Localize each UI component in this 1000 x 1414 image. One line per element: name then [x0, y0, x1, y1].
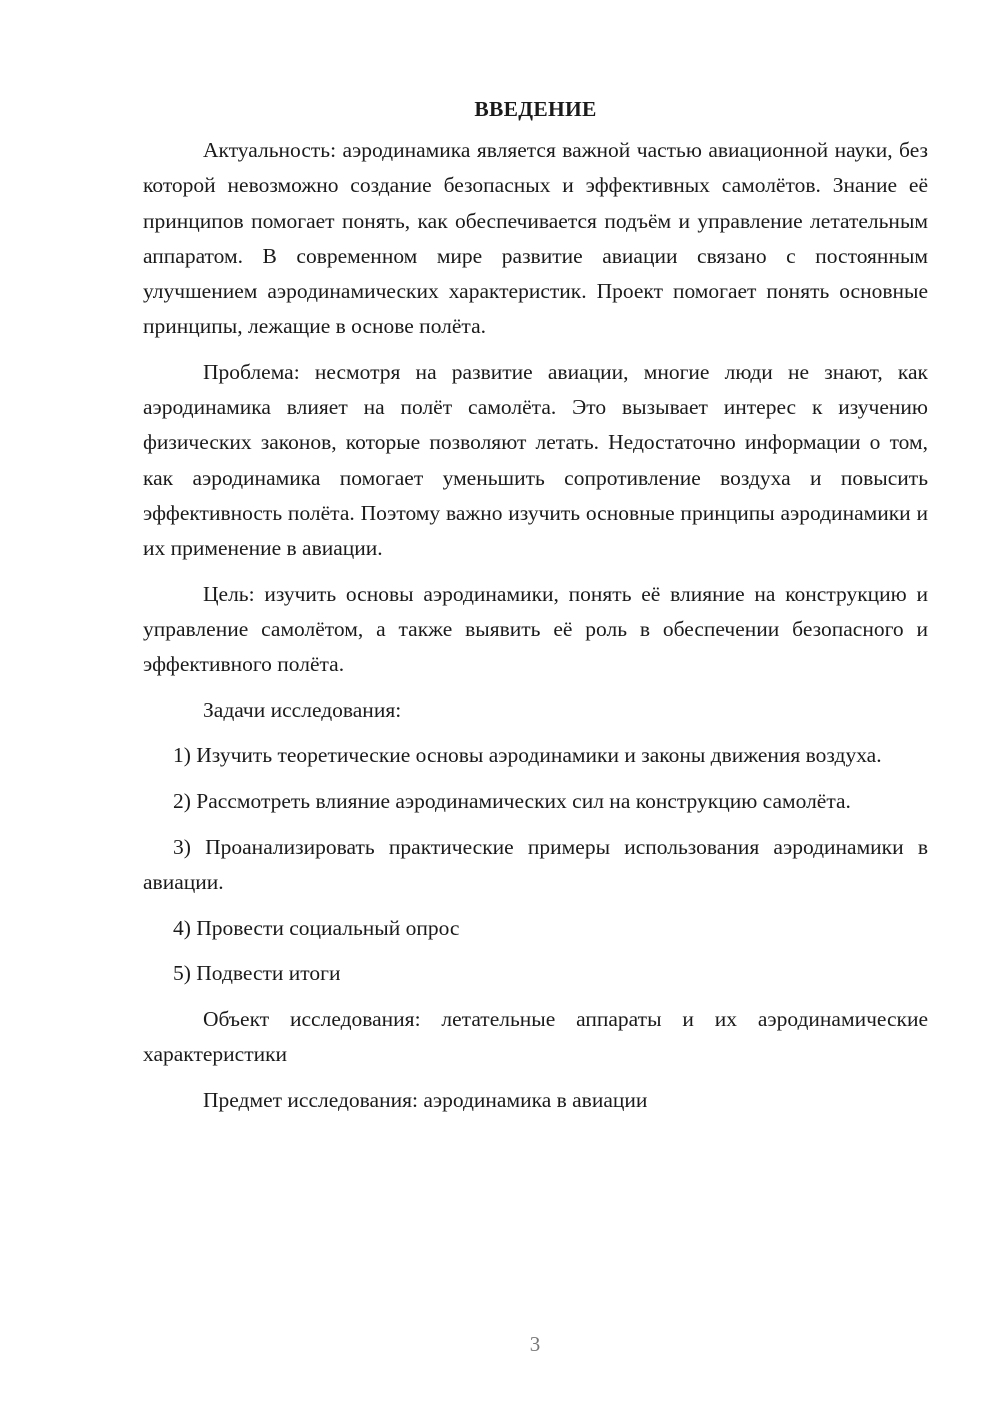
paragraph-goal: Цель: изучить основы аэродинамики, понять её влияние на конструкцию и управление самолётом, а также выявить её роль в обеспечении безопасного и эффективного полёта. [143, 581, 928, 677]
task-item-4: 4) Провести социальный опрос [173, 915, 460, 940]
research-subject: Предмет исследования: аэродинамика в авиации [203, 1088, 648, 1113]
task-item-5: 5) Подвести итоги [173, 961, 341, 986]
document-title: ВВЕДЕНИЕ [474, 97, 597, 121]
research-object: Объект исследования: летательные аппараты и их аэродинамические характеристики [143, 1007, 928, 1067]
task-item-2: 2) Рассмотреть влияние аэродинамических сил на конструкцию самолёта. [173, 789, 851, 814]
document-page [143, 92, 928, 1129]
page-number: 3 [529, 1332, 541, 1356]
paragraph-relevance: Актуальность: аэродинамика является важной частью авиационной науки, без которой невозможно создание безопасных и эффективных самолётов. Знание её принципов помогает понять, как обеспечивается подъём и управление летательным аппаратом. В современном мире развитие авиации связано с постоянным улучшением аэродинамических характеристик. Проект помогает понять основные принципы, лежащие в основе полёта. [143, 138, 928, 339]
tasks-heading: Задачи исследования: [203, 697, 402, 722]
task-item-1: 1) Изучить теоретические основы аэродинамики и законы движения воздуха. [173, 743, 882, 768]
task-item-3: 3) Проанализировать практические примеры использования аэродинамики в авиации. [143, 834, 928, 895]
paragraph-problem: Проблема: несмотря на развитие авиации, многие люди не знают, как аэродинамика влияет на полёт самолёта. Это вызывает интерес к изучению физических законов, которые позволяют летать. Недостаточно информации о том, как аэродинамика помогает уменьшить сопротивление воздуха и повысить эффективность полёта. Поэтому важно изучить основные принципы аэродинамики и их применение в авиации. [143, 359, 928, 560]
